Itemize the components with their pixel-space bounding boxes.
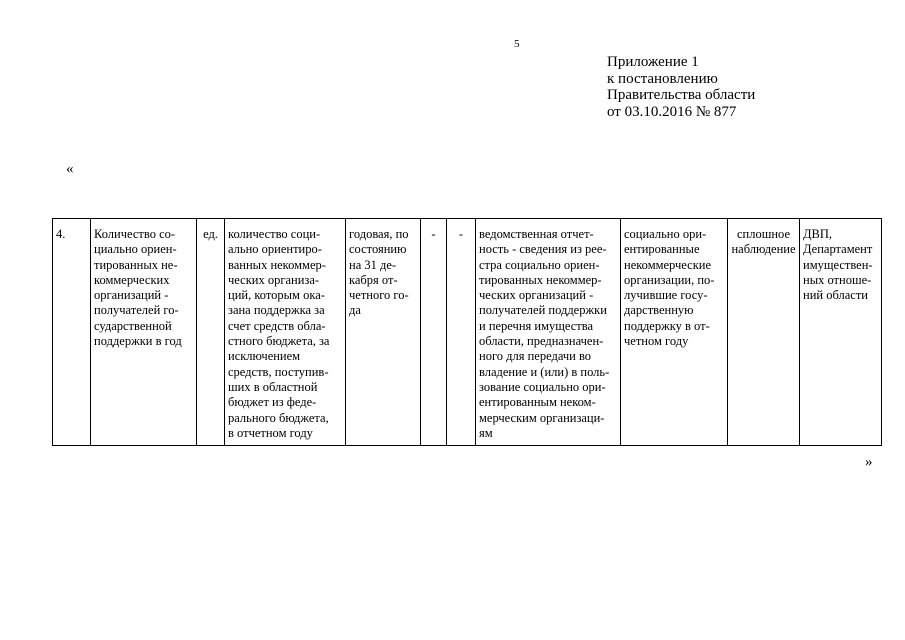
cell-responsible: [800, 219, 882, 446]
text-line: циально ориен-: [94, 242, 177, 257]
text-line: на 31 де-: [349, 257, 397, 272]
text-line: владение и (или) в поль-: [479, 364, 610, 379]
text-line: Количество со-: [94, 227, 176, 241]
text-line: ванных некоммер-: [228, 257, 326, 272]
text-line: ций, которым ока-: [228, 288, 325, 303]
text-line: Правительства области: [607, 87, 756, 104]
table-row: [53, 219, 882, 446]
text-line: сплошное: [737, 227, 790, 241]
text-line: зование социально ори-: [479, 379, 606, 394]
text-line: ших в областной: [228, 379, 318, 394]
text-line: 4.: [56, 227, 66, 241]
text-line: ед.: [203, 227, 218, 241]
text-line: ДВП,: [803, 227, 833, 241]
cell-population: [621, 219, 728, 446]
text-line: Департамент: [803, 242, 873, 257]
text-line: поддержки в год: [94, 334, 182, 349]
text-line: коммерческих: [94, 272, 170, 287]
text-line: получателей поддержки: [479, 303, 607, 318]
text-line: к постановлению: [607, 70, 718, 87]
page-number: 5: [514, 38, 520, 50]
text-line: исключением: [228, 349, 301, 364]
text-line: мерческим организаци-: [479, 410, 605, 425]
text-line: четного го-: [349, 288, 409, 303]
text-line: Приложение 1: [607, 54, 699, 70]
cell-definition: [225, 219, 346, 446]
text-line: ческих организаций -: [479, 288, 594, 303]
text-line: от 03.10.2016 № 877: [607, 104, 737, 121]
text-line: четном году: [624, 334, 689, 349]
text-line: счет средств обла-: [228, 318, 326, 333]
text-line: ально ориентиро-: [228, 242, 322, 257]
text-line: и перечня имущества: [479, 318, 594, 333]
cell-unit: [197, 219, 225, 446]
cell-periodicity: [346, 219, 421, 446]
text-line: ентированным неком-: [479, 395, 596, 410]
text-line: сударственной: [94, 318, 172, 333]
text-line: социально ори-: [624, 227, 707, 241]
text-line: стного бюджета, за: [228, 334, 330, 349]
text-line: кабря от-: [349, 272, 398, 287]
text-line: стра социально ориен-: [479, 257, 600, 272]
text-line: области, предназначен-: [479, 334, 604, 349]
text-line: ведомственная отчет-: [479, 227, 594, 241]
text-line: ний области: [803, 288, 868, 303]
text-line: средств, поступив-: [228, 364, 329, 379]
text-line: тированных не-: [94, 257, 178, 272]
text-line: зана поддержка за: [228, 303, 325, 318]
cell-method: [728, 219, 800, 446]
text-line: поддержку в от-: [624, 318, 710, 333]
text-line: наблюдение: [731, 242, 796, 257]
cell-number: [53, 219, 91, 446]
text-line: имуществен-: [803, 257, 873, 272]
text-line: некоммерческие: [624, 257, 711, 272]
indicator-table: [52, 218, 882, 446]
cell-col6: [421, 219, 447, 446]
cell-col7: [447, 219, 476, 446]
cell-indicator: [91, 219, 197, 446]
appendix-header: [607, 54, 755, 121]
text-line: бюджет из феде-: [228, 395, 317, 410]
text-line: ность - сведения из рее-: [479, 242, 607, 257]
text-line: ям: [479, 425, 493, 440]
text-line: дарственную: [624, 303, 694, 318]
opening-quote: «: [66, 161, 74, 177]
text-line: ентированные: [624, 242, 700, 257]
text-line: -: [431, 227, 436, 241]
text-line: рального бюджета,: [228, 410, 329, 425]
text-line: в отчетном году: [228, 425, 313, 440]
text-line: да: [349, 303, 361, 318]
text-line: -: [458, 227, 464, 241]
text-line: организаций -: [94, 288, 169, 303]
text-line: ного для передачи во: [479, 349, 592, 364]
cell-source: [476, 219, 621, 446]
text-line: организации, по-: [624, 272, 715, 287]
text-line: ных отноше-: [803, 272, 872, 287]
text-line: получателей го-: [94, 303, 179, 318]
text-line: состоянию: [349, 242, 407, 257]
text-line: ческих организа-: [228, 272, 320, 287]
text-line: тированных некоммер-: [479, 272, 602, 287]
text-line: лучившие госу-: [624, 288, 708, 303]
text-line: годовая, по: [349, 227, 409, 241]
closing-quote: »: [865, 454, 873, 470]
text-line: количество соци-: [228, 227, 321, 241]
